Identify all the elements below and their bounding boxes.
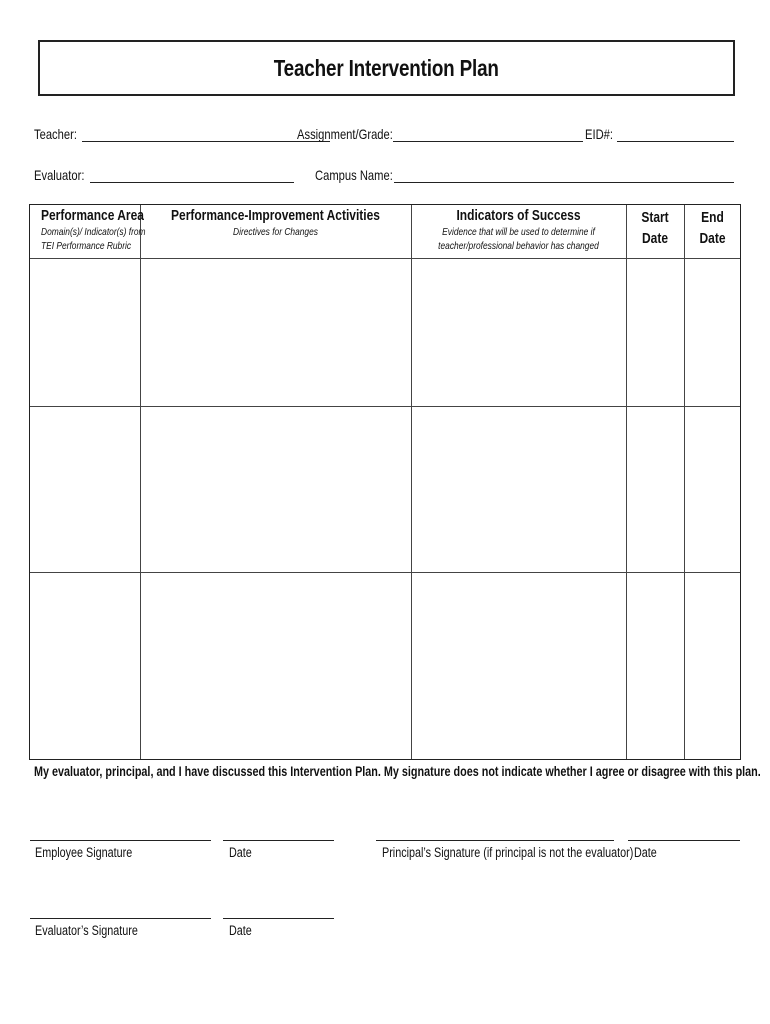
eid-field[interactable] [617,129,734,142]
row-2-performance-area-cell[interactable] [31,407,139,571]
eid-label: EID#: [585,126,614,142]
header-improvement-activities [140,207,411,239]
employee-date-label: Date [229,845,252,860]
column-subtitle: Directives for Changes [233,226,318,238]
row-1-activities-cell[interactable] [141,259,410,405]
row-1-start-date-cell[interactable] [627,259,683,405]
evaluator-date-line[interactable] [223,918,334,919]
column-title: End [701,209,724,226]
header-indicators-of-success [411,207,626,253]
column-title: Date [699,230,726,247]
column-subtitle: Domain(s)/ Indicator(s) from [41,226,146,238]
row-2-start-date-cell[interactable] [627,407,683,571]
row-3-performance-area-cell[interactable] [31,573,139,759]
column-subtitle: teacher/professional behavior has changed [438,240,599,252]
row-3-end-date-cell[interactable] [685,573,740,759]
teacher-label: Teacher: [34,126,77,142]
row-3-activities-cell[interactable] [141,573,410,759]
column-title: Performance-Improvement Activities [171,207,380,224]
employee-signature-line[interactable] [30,840,211,841]
row-3-indicators-cell[interactable] [412,573,625,759]
principal-date-label: Date [634,845,657,860]
teacher-field[interactable] [82,129,330,142]
principal-signature-label: Principal’s Signature (if principal is not the evaluator) [382,845,634,860]
row-2-activities-cell[interactable] [141,407,410,571]
employee-date-line[interactable] [223,840,334,841]
evaluator-signature-label: Evaluator’s Signature [35,923,138,938]
row-1-end-date-cell[interactable] [685,259,740,405]
header-performance-area [30,207,146,253]
evaluator-field[interactable] [90,170,294,183]
evaluator-label: Evaluator: [34,167,85,183]
header-end-date [684,207,741,249]
evaluator-date-label: Date [229,923,252,938]
column-subtitle: Evidence that will be used to determine if [442,226,595,238]
principal-signature-line[interactable] [376,840,614,841]
assignment-label: Assignment/Grade: [297,126,393,142]
page-title: Teacher Intervention Plan [273,54,500,81]
employee-signature-label: Employee Signature [35,845,133,860]
row-2-end-date-cell[interactable] [685,407,740,571]
assignment-field[interactable] [393,129,583,142]
header-start-date [626,207,684,249]
column-title: Indicators of Success [456,207,581,224]
row-3-start-date-cell[interactable] [627,573,683,759]
intervention-table [29,204,741,760]
row-2-indicators-cell[interactable] [412,407,625,571]
agreement-statement: My evaluator, principal, and I have discussed this Intervention Plan. My signature does not indicate whether I agree or disagree with this plan. [34,764,761,779]
row-1-indicators-cell[interactable] [412,259,625,405]
evaluator-signature-line[interactable] [30,918,211,919]
campus-label: Campus Name: [315,167,393,183]
row-1-performance-area-cell[interactable] [31,259,139,405]
column-title: Start [641,209,669,226]
column-title: Performance Area [41,207,144,224]
column-subtitle: TEI Performance Rubric [41,240,132,252]
title-box [38,40,735,96]
campus-field[interactable] [394,170,734,183]
column-title: Date [641,230,668,247]
principal-date-line[interactable] [628,840,740,841]
